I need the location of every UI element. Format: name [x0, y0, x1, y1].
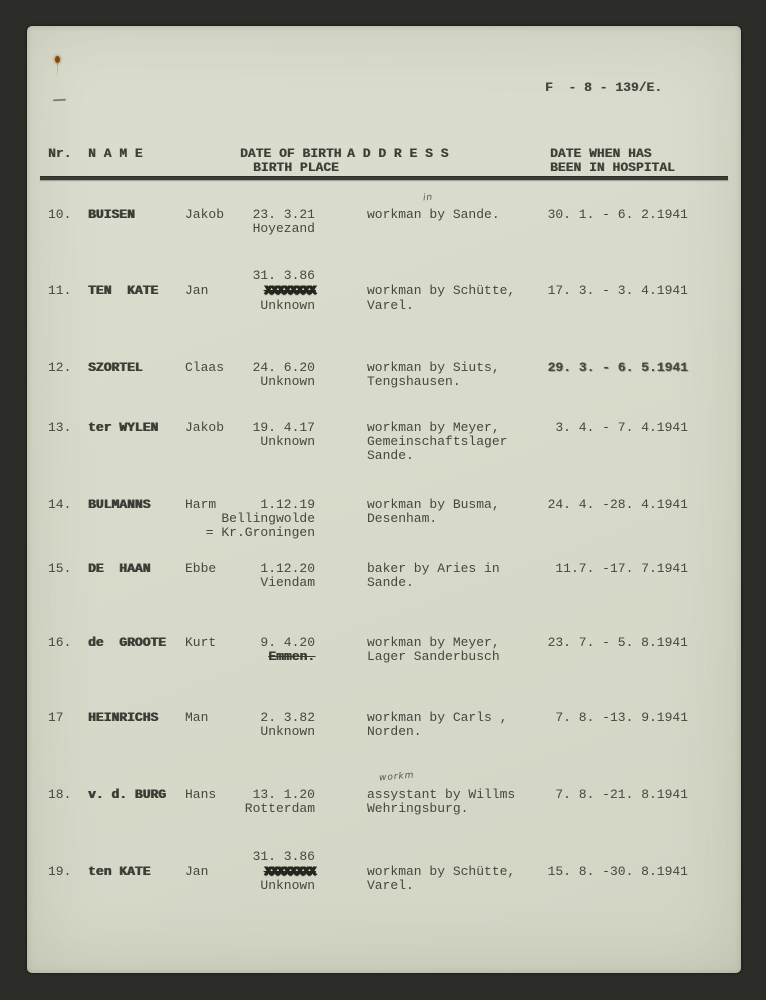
header-rule [40, 176, 728, 180]
table-header-row-2 [27, 161, 741, 175]
row-11-birth-place: Unknown [260, 298, 315, 313]
table-header-row-1 [27, 147, 741, 161]
row-16-hospital-dates: 23. 7. - 5. 8.1941 [547, 635, 688, 650]
row-18-birth-place: Rotterdam [244, 801, 315, 816]
row-13-address-3: Sande. [367, 448, 414, 463]
row-13-hospital-dates: 3. 4. - 7. 4.1941 [555, 420, 688, 435]
table-row-continued [27, 299, 741, 313]
table-row [27, 636, 741, 650]
row-14-firstname: Harm [185, 497, 217, 512]
row-17-address: workman by Carls , [367, 710, 508, 725]
row-18-firstname: Hans [185, 787, 217, 802]
row-19-address: workman by Schütte, [367, 864, 516, 879]
row-14-address: workman by Busma, [367, 497, 500, 512]
row-15-hospital-dates: 11.7. -17. 7.1941 [555, 561, 688, 576]
row-11-birth-date: 31. 3.86 [252, 268, 315, 283]
reference-number: F - 8 - 139/E. [545, 80, 663, 95]
row-17-birth-date: 2. 3.82 [260, 710, 315, 725]
row-11-surname: TEN KATE [88, 283, 159, 298]
row-14-birth-date: 1.12.19 [260, 497, 315, 512]
row-16-address-2: Lager Sanderbusch [367, 649, 500, 664]
row-15-surname: DE HAAN [88, 561, 151, 576]
row-17-address-2: Norden. [367, 724, 422, 739]
row-14-birth-place: Bellingwolde [221, 511, 315, 526]
row-11-hospital-dates: 17. 3. - 3. 4.1941 [547, 283, 688, 298]
row-14-birth-place-2: = Kr.Groningen [205, 525, 315, 540]
table-row-continued [27, 879, 741, 893]
row-19-firstname: Jan [185, 864, 209, 879]
table-row-continued [27, 435, 741, 449]
row-17-birth-place: Unknown [260, 724, 315, 739]
row-17-nr: 17 [48, 710, 64, 725]
header-address: A D D R E S S [347, 146, 449, 161]
table-row-continued [27, 449, 741, 463]
row-19-obliterated-text: XXXXXXXX [264, 864, 315, 879]
handwritten-note: workm [378, 770, 415, 784]
row-12-firstname: Claas [185, 360, 225, 375]
header-birth-place: BIRTH PLACE [253, 160, 339, 175]
row-16-nr: 16. [48, 635, 72, 650]
row-19-birth-place: Unknown [260, 878, 315, 893]
row-12-surname: SZORTEL [88, 360, 143, 375]
row-12-birth-place: Unknown [260, 374, 315, 389]
row-17-firstname: Man [185, 710, 209, 725]
row-18-birth-date: 13. 1.20 [252, 787, 315, 802]
row-14-address-2: Desenham. [367, 511, 438, 526]
table-row [27, 208, 741, 222]
row-18-hospital-dates: 7. 8. -21. 8.1941 [555, 787, 688, 802]
table-row-continued [27, 375, 741, 389]
row-16-birth-place-struck: Emmen. [268, 649, 315, 664]
row-16-surname: de GROOTE [88, 635, 167, 650]
row-10-birth-place: Hoyezand [252, 221, 315, 236]
header-been-in-hospital: BEEN IN HOSPITAL [550, 160, 675, 175]
row-10-nr: 10. [48, 207, 72, 222]
row-19-surname: ten KATE [88, 864, 151, 879]
row-18-address: assystant by Willms [367, 787, 516, 802]
table-row-continued [27, 576, 741, 590]
row-15-birth-place: Viendam [260, 575, 315, 590]
row-10-firstname: Jakob [185, 207, 225, 222]
row-15-address-2: Sande. [367, 575, 414, 590]
table-row-continued [27, 725, 741, 739]
row-13-surname: ter WYLEN [88, 420, 159, 435]
row-12-nr: 12. [48, 360, 72, 375]
row-11-nr: 11. [48, 283, 72, 298]
row-15-birth-date: 1.12.20 [260, 561, 315, 576]
row-12-address: workman by Siuts, [367, 360, 500, 375]
row-15-firstname: Ebbe [185, 561, 217, 576]
row-13-firstname: Jakob [185, 420, 225, 435]
row-14-surname: BULMANNS [88, 497, 151, 512]
row-18-nr: 18. [48, 787, 72, 802]
table-row-continued [27, 512, 741, 526]
row-19-hospital-dates: 15. 8. -30. 8.1941 [547, 864, 688, 879]
row-16-birth-date: 9. 4.20 [260, 635, 315, 650]
row-17-hospital-dates: 7. 8. -13. 9.1941 [555, 710, 688, 725]
row-11-firstname: Jan [185, 283, 209, 298]
row-11-address: workman by Schütte, [367, 283, 516, 298]
row-10-birth-date: 23. 3.21 [252, 207, 315, 222]
table-row [27, 498, 741, 512]
row-16-address: workman by Meyer, [367, 635, 500, 650]
row-11-obliterated-text: XXXXXXXX [264, 283, 315, 298]
table-row-continued [27, 802, 741, 816]
row-12-birth-date: 24. 6.20 [252, 360, 315, 375]
row-19-address-2: Varel. [367, 878, 414, 893]
table-row-continued [27, 526, 741, 540]
row-10-hospital-dates: 30. 1. - 6. 2.1941 [547, 207, 688, 222]
table-row [27, 562, 741, 576]
table-row-continued [27, 222, 741, 236]
row-15-nr: 15. [48, 561, 72, 576]
table-row [27, 711, 741, 725]
row-17-surname: HEINRICHS [88, 710, 159, 725]
row-12-hospital-dates: 29. 3. - 6. 5.1941 [547, 360, 688, 375]
header-nr: Nr. [48, 146, 72, 161]
row-16-firstname: Kurt [185, 635, 217, 650]
pencil-mark [53, 99, 66, 102]
row-13-birth-place: Unknown [260, 434, 315, 449]
row-11-address-2: Varel. [367, 298, 414, 313]
row-13-address: workman by Meyer, [367, 420, 500, 435]
header-date-when-has: DATE WHEN HAS [550, 146, 652, 161]
row-18-surname: v. d. BURG [88, 787, 167, 802]
header-name: N A M E [88, 146, 143, 161]
row-10-surname: BUISEN [88, 207, 135, 222]
row-18-address-2: Wehringsburg. [367, 801, 469, 816]
document-page [27, 26, 741, 973]
row-14-hospital-dates: 24. 4. -28. 4.1941 [547, 497, 688, 512]
row-13-birth-date: 19. 4.17 [252, 420, 315, 435]
row-13-address-2: Gemeinschaftslager [367, 434, 508, 449]
handwritten-note: in [422, 192, 434, 204]
table-row-continued [27, 850, 741, 864]
row-19-birth-date: 31. 3.86 [252, 849, 315, 864]
row-19-nr: 19. [48, 864, 72, 879]
ink-stain-drip [57, 63, 58, 78]
table-row [27, 284, 741, 298]
row-12-address-2: Tengshausen. [367, 374, 461, 389]
ink-stain [55, 56, 60, 63]
row-14-nr: 14. [48, 497, 72, 512]
row-10-address: workman by Sande. [367, 207, 500, 222]
table-row [27, 421, 741, 435]
table-row [27, 361, 741, 375]
row-13-nr: 13. [48, 420, 72, 435]
table-row-continued [27, 269, 741, 283]
table-row [27, 865, 741, 879]
row-15-address: baker by Aries in [367, 561, 500, 576]
header-date-of-birth: DATE OF BIRTH [240, 146, 342, 161]
table-row [27, 788, 741, 802]
table-row-continued [27, 650, 741, 664]
